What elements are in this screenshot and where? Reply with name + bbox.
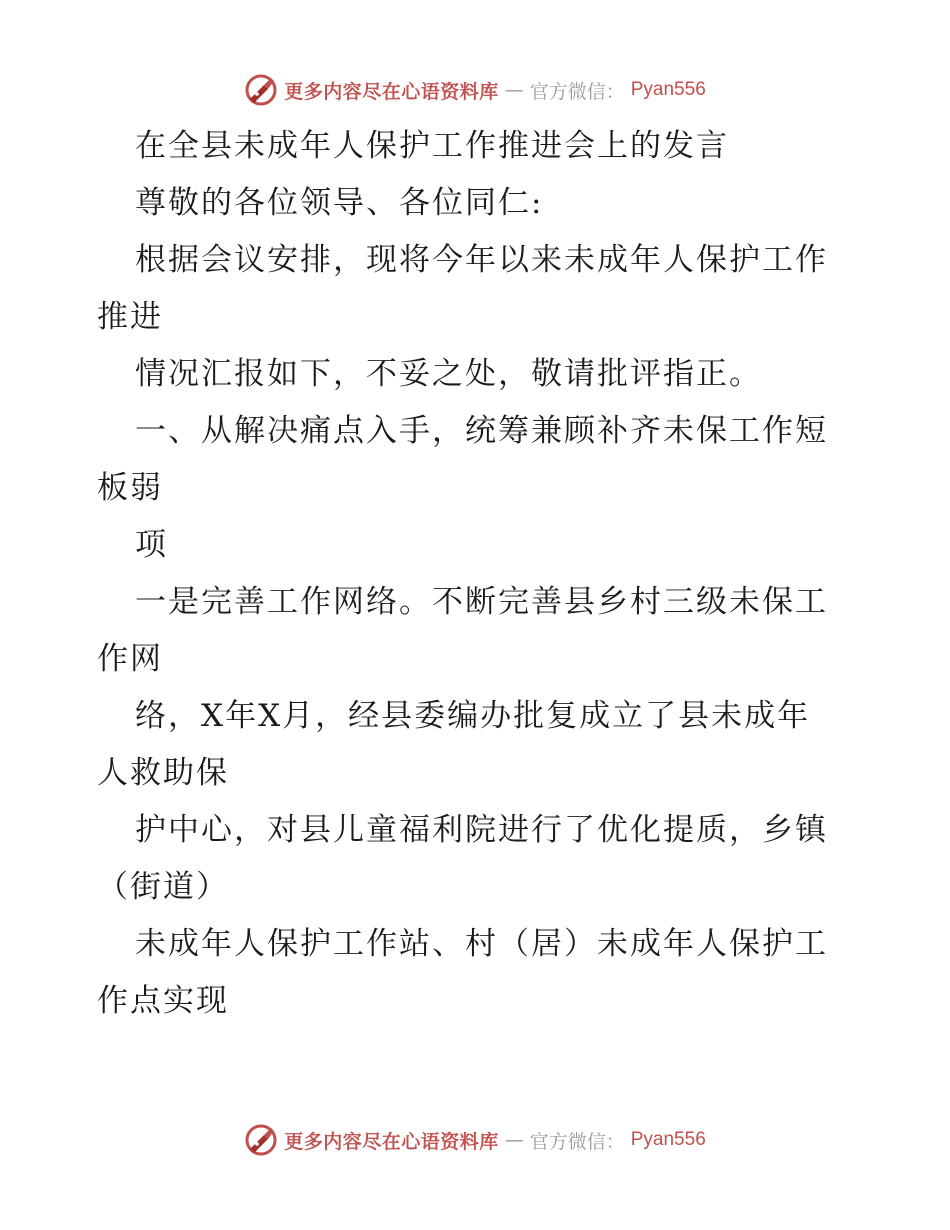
watermark-brand-text: 更多内容尽在心语资料库 — [284, 1130, 499, 1153]
watermark-brand-text: 更多内容尽在心语资料库 — [284, 80, 499, 103]
paragraph-line: 人救助保 — [97, 755, 229, 791]
pen-logo-icon — [244, 73, 278, 107]
pen-logo-icon — [244, 1123, 278, 1157]
paragraph-line: 护中心，对县儿童福利院进行了优化提质，乡镇 — [135, 812, 828, 848]
paragraph-line: 作网 — [97, 641, 163, 677]
section-heading-line: 项 — [135, 527, 168, 563]
paragraph-line: （街道） — [97, 869, 229, 905]
paragraph-line: 未成年人保护工作站、村（居）未成年人保护工 — [135, 926, 828, 962]
paragraph-line: 根据会议安排，现将今年以来未成年人保护工作 — [135, 242, 828, 278]
paragraph-line: 推进 — [97, 299, 163, 335]
watermark-sub-text: 官方微信： — [529, 1130, 625, 1153]
watermark-separator: — — [504, 79, 524, 101]
paragraph-line: 作点实现 — [97, 983, 229, 1019]
document-body — [97, 118, 857, 1030]
watermark-account-id: Pyan556 — [630, 1129, 706, 1150]
paragraph-line: 络，X年X月，经县委编办批复成立了县未成年 — [135, 698, 811, 734]
paragraph-line: 一是完善工作网络。不断完善县乡村三级未保工 — [135, 584, 828, 620]
section-heading-line: 板弱 — [97, 470, 163, 506]
header-watermark — [0, 70, 950, 110]
document-title: 在全县未成年人保护工作推进会上的发言 — [135, 128, 729, 164]
watermark-account-id: Pyan556 — [630, 79, 706, 100]
watermark-sub-text: 官方微信： — [529, 80, 625, 103]
section-heading-line: 一、从解决痛点入手，统筹兼顾补齐未保工作短 — [135, 413, 828, 449]
paragraph-line: 情况汇报如下，不妥之处，敬请批评指正。 — [135, 356, 762, 392]
salutation-line: 尊敬的各位领导、各位同仁: — [135, 185, 544, 221]
footer-watermark — [0, 1120, 950, 1160]
watermark-separator: — — [504, 1129, 524, 1151]
